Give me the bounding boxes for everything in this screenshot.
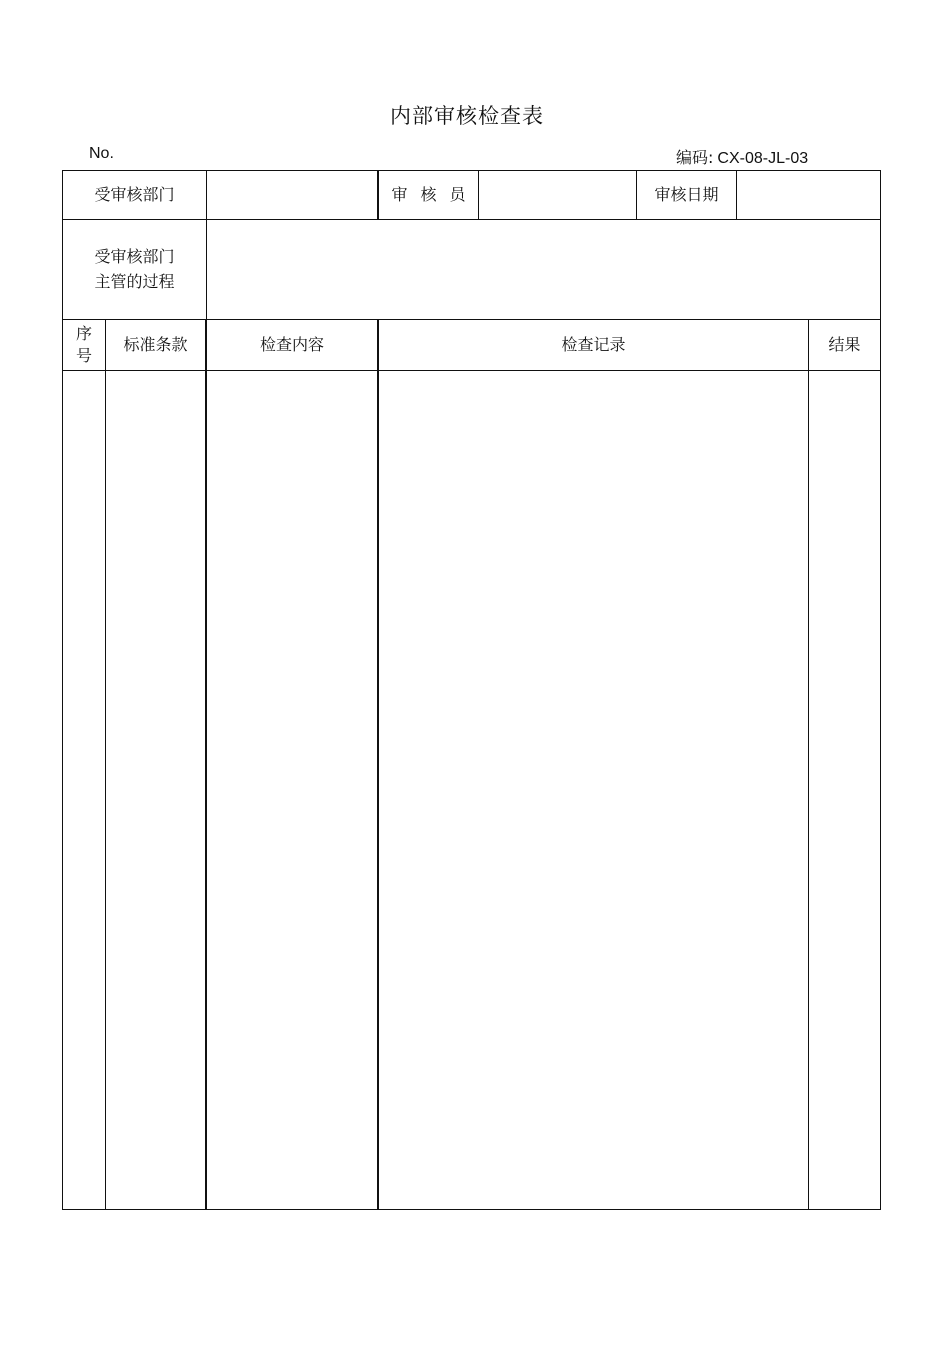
column-header-result-text: 结果 bbox=[828, 334, 861, 354]
auditor-label bbox=[379, 171, 478, 219]
managed-process-label bbox=[63, 220, 206, 319]
form-title: 内部审核检查表 bbox=[390, 104, 544, 128]
audit-date-label-text: 审核日期 bbox=[654, 184, 719, 204]
column-header-seq-line1: 序 bbox=[75, 324, 92, 344]
clause-column-body[interactable] bbox=[106, 371, 205, 1209]
form-number-label: No. bbox=[89, 145, 114, 162]
auditor-field[interactable] bbox=[479, 171, 636, 219]
auditor-label-text: 审核员 bbox=[391, 184, 479, 204]
managed-process-label-line2: 主管的过程 bbox=[94, 271, 175, 291]
column-header-record bbox=[379, 320, 808, 370]
audit-date-label bbox=[637, 171, 736, 219]
column-header-clause bbox=[106, 320, 205, 370]
seq-column-body[interactable] bbox=[63, 371, 105, 1209]
record-column-body[interactable] bbox=[379, 371, 808, 1209]
column-header-seq bbox=[63, 320, 105, 370]
audited-dept-field[interactable] bbox=[207, 171, 377, 219]
column-header-result bbox=[809, 320, 880, 370]
audit-date-field[interactable] bbox=[737, 171, 880, 219]
column-header-clause-text: 标准条款 bbox=[123, 334, 188, 354]
table-bottom-border bbox=[62, 1209, 881, 1210]
managed-process-field[interactable] bbox=[207, 220, 880, 319]
managed-process-label-line1: 受审核部门 bbox=[94, 246, 175, 266]
column-header-seq-line2: 号 bbox=[75, 346, 92, 365]
audited-dept-label bbox=[63, 171, 206, 219]
content-column-body[interactable] bbox=[207, 371, 377, 1209]
audited-dept-label-text: 受审核部门 bbox=[94, 184, 175, 204]
table-right-border bbox=[880, 170, 881, 1210]
column-header-content-text: 检查内容 bbox=[259, 334, 324, 354]
form-code-value: CX-08-JL-03 bbox=[717, 150, 809, 167]
column-header-record-text: 检查记录 bbox=[561, 334, 626, 354]
form-code-label: 编码: bbox=[676, 148, 714, 167]
form-code bbox=[676, 145, 808, 168]
result-column-body[interactable] bbox=[809, 371, 880, 1209]
column-header-content bbox=[207, 320, 377, 370]
